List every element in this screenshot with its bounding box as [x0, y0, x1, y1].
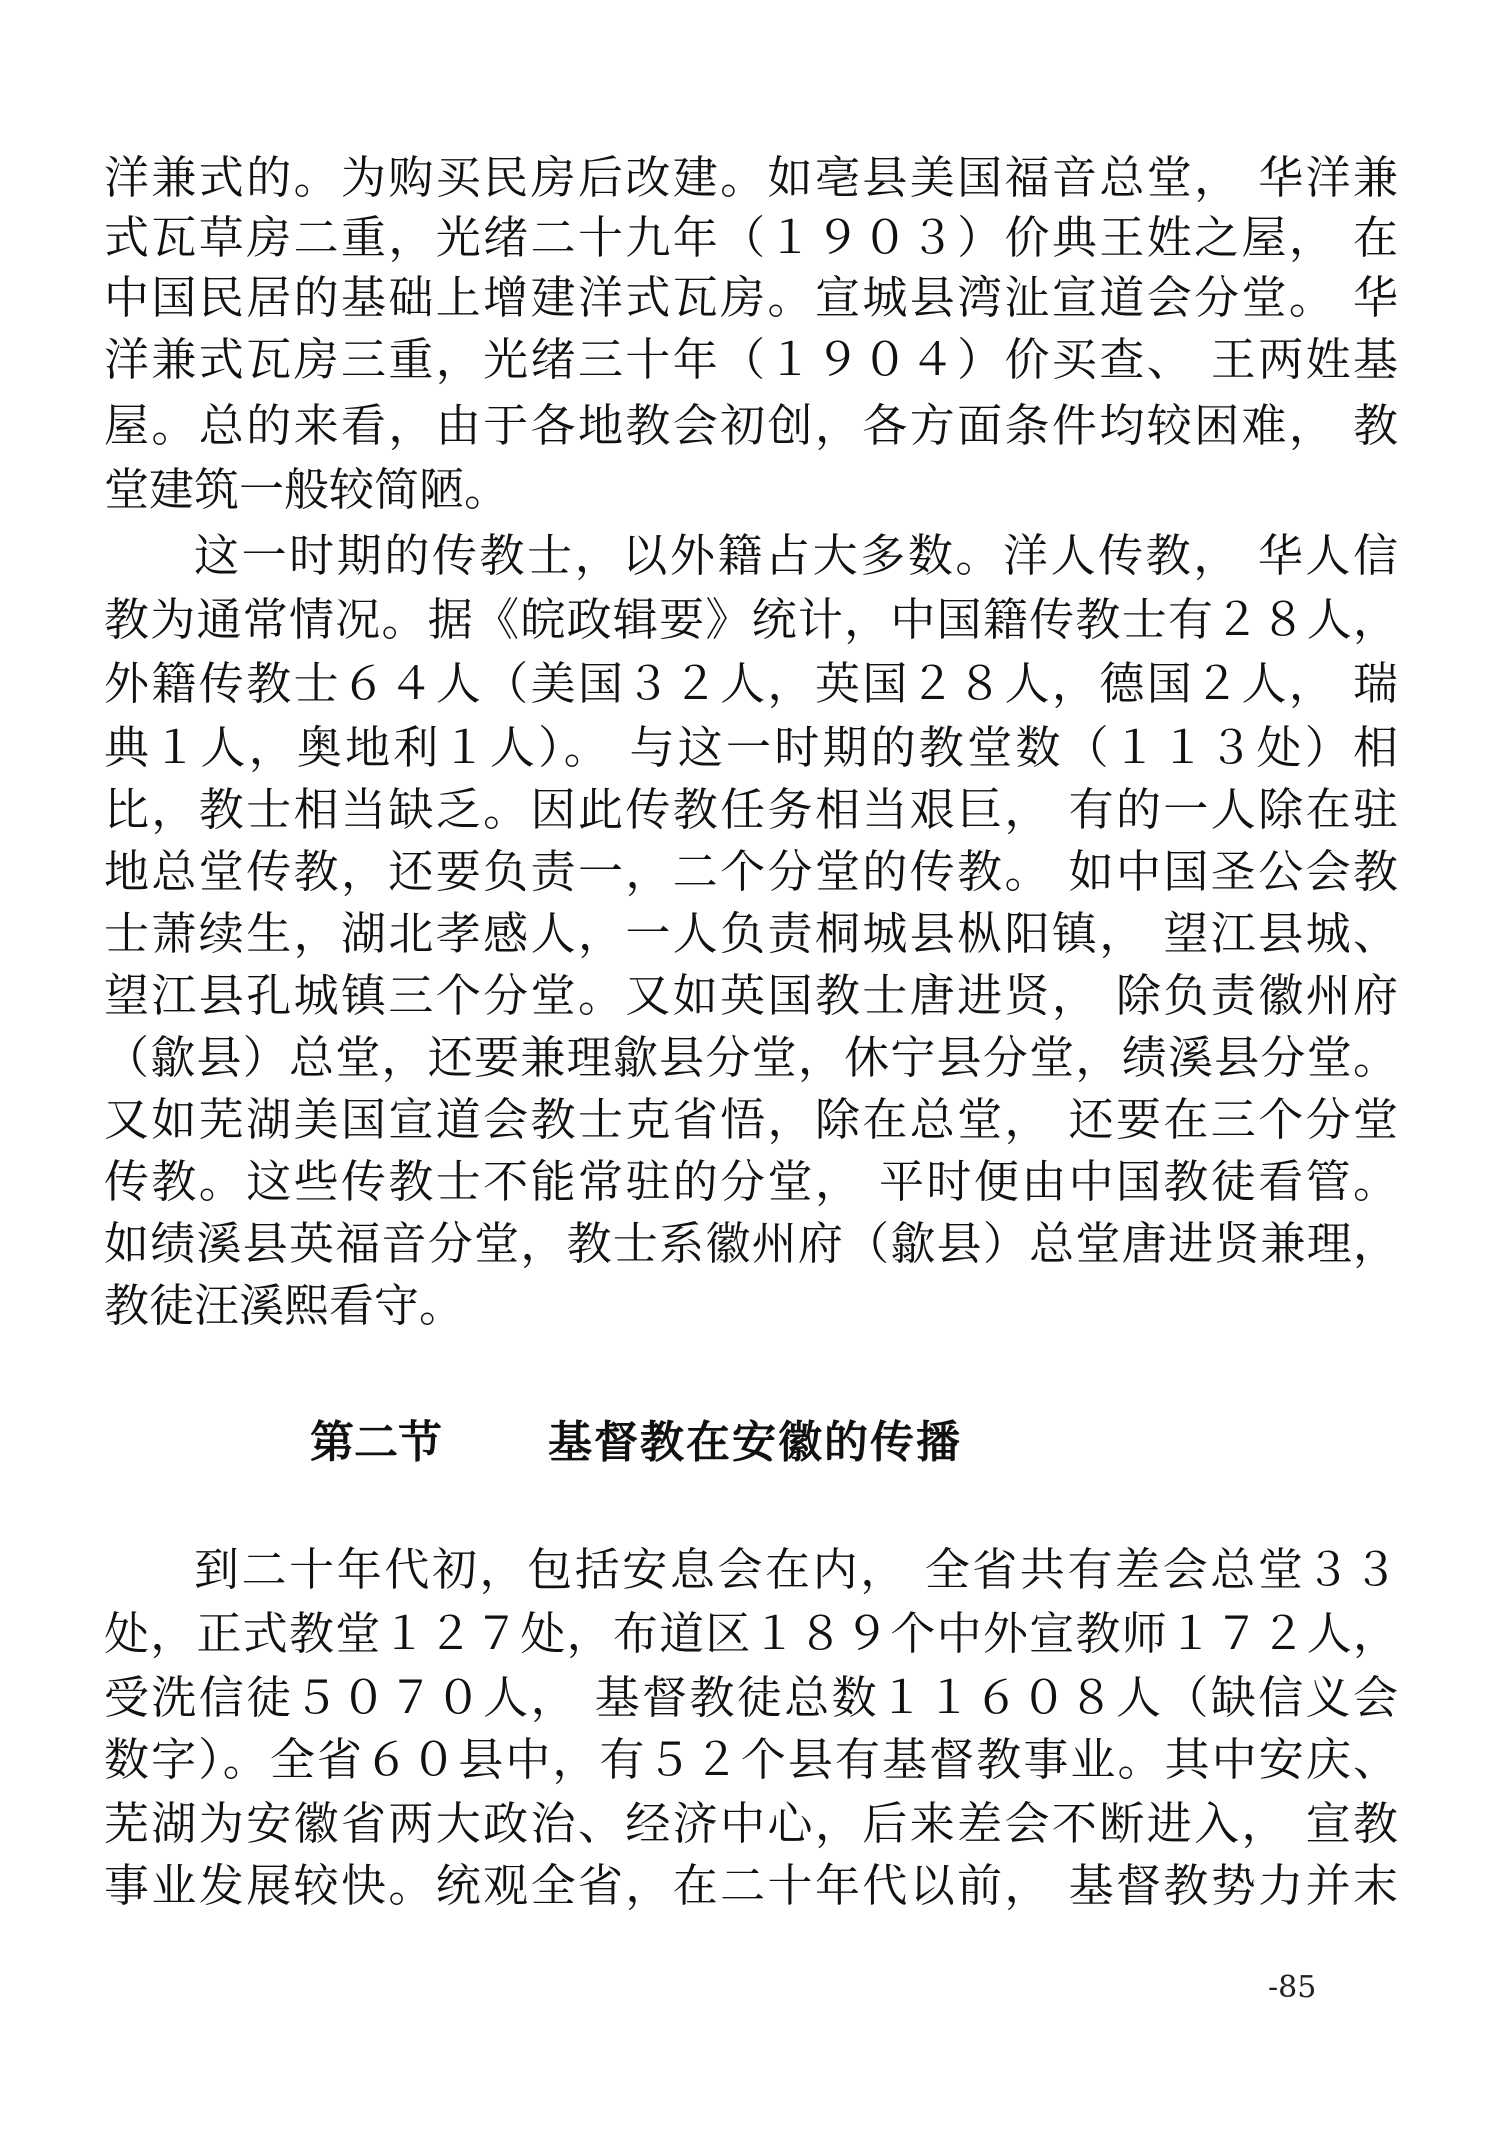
text-line: 式瓦草房二重，光绪二十九年（１９０３）价典王姓之屋， 在: [104, 211, 1398, 264]
text-line: 如绩溪县英福音分堂，教士系徽州府（歙县）总堂唐进贤兼理，: [104, 1217, 1398, 1270]
text-line: 处，正式教堂１２７处，布道区１８９个中外宣教师１７２人，: [104, 1607, 1398, 1660]
text-line: 典１人，奥地利１人）。 与这一时期的教堂数（１１３处）相: [104, 721, 1398, 774]
section-heading: [0, 1408, 1500, 1478]
text-line: 受洗信徒５０７０人， 基督教徒总数１１６０８人（缺信义会: [104, 1671, 1398, 1724]
text-line: 传教。这些传教士不能常驻的分堂， 平时便由中国教徒看管。: [104, 1155, 1398, 1208]
text-line: 事业发展较快。统观全省，在二十年代以前， 基督教势力并末: [104, 1859, 1398, 1912]
text-line: 数字）。全省６０县中，有５２个县有基督教事业。其中安庆、: [104, 1733, 1398, 1786]
text-line: 外籍传教士６４人（美国３２人，英国２８人，德国２人， 瑞: [104, 657, 1398, 710]
text-line: 士萧续生，湖北孝感人，一人负责桐城县枞阳镇， 望江县城、: [104, 907, 1398, 960]
text-line: 比，教士相当缺乏。因此传教任务相当艰巨， 有的一人除在驻: [104, 783, 1398, 836]
text-line: 洋兼式瓦房三重，光绪三十年（１９０４）价买查、 王两姓基: [104, 333, 1398, 386]
text-line: 屋。总的来看，由于各地教会初创，各方面条件均较困难， 教: [104, 399, 1398, 452]
text-line: 教为通常情况。据《皖政辑要》统计，中国籍传教士有２８人，: [104, 593, 1398, 646]
paragraph-first-line: 这一时期的传教士，以外籍占大多数。洋人传教， 华人信: [194, 529, 1398, 582]
text-line: 堂建筑一般较简陋。: [104, 463, 510, 516]
text-line: 芜湖为安徽省两大政治、经济中心，后来差会不断进入， 宣教: [104, 1797, 1398, 1850]
text-line: （歙县）总堂，还要兼理歙县分堂，休宁县分堂，绩溪县分堂。: [104, 1031, 1398, 1084]
paragraph-first-line: 到二十年代初，包括安息会在内， 全省共有差会总堂３３: [194, 1543, 1398, 1596]
text-line: 中国民居的基础上增建洋式瓦房。宣城县湾沚宣道会分堂。 华: [104, 271, 1398, 324]
text-line: 洋兼式的。为购买民房后改建。如亳县美国福音总堂， 华洋兼: [104, 151, 1398, 204]
text-line: 教徒汪溪熙看守。: [104, 1279, 465, 1332]
text-line: 又如芜湖美国宣道会教士克省悟，除在总堂， 还要在三个分堂: [104, 1093, 1398, 1146]
text-line: 地总堂传教，还要负责一，二个分堂的传教。 如中国圣公会教: [104, 845, 1398, 898]
section-number: 第二节: [310, 1417, 442, 1468]
page-number: -85: [1268, 1970, 1317, 2005]
section-title: 基督教在安徽的传播: [548, 1417, 962, 1468]
text-line: 望江县孔城镇三个分堂。又如英国教士唐进贤， 除负责徽州府: [104, 969, 1398, 1022]
